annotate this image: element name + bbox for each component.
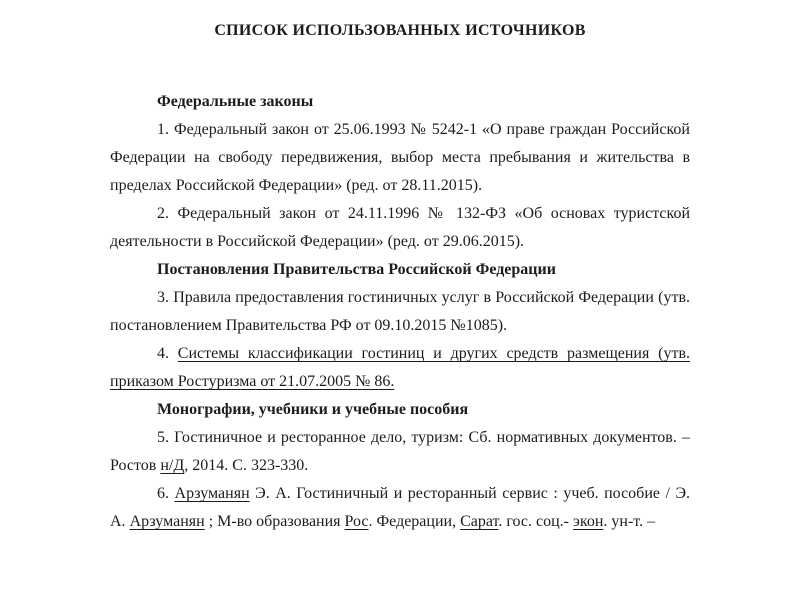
text-run: Монографии, учебники и учебные пособия xyxy=(157,401,469,418)
text-run: . ун-т. – xyxy=(603,513,656,530)
text-run: Федеральные законы xyxy=(157,93,314,110)
text-run: 4. xyxy=(157,345,178,362)
text-run: 1. Федеральный закон от 25.06.1993 № 5242-1 «О праве граждан Российской Федерации на свободу передвижения, выбор места пребывания и жительства в пределах Российской Федерации» (ред. от 28.11.2015). xyxy=(110,121,690,194)
list-item xyxy=(110,340,690,396)
underlined-text-run: Арзуманян xyxy=(129,513,205,530)
document-content xyxy=(110,22,690,536)
section-heading xyxy=(110,88,690,116)
source-list xyxy=(110,88,690,536)
underlined-text-run: экон xyxy=(573,513,604,530)
text-run: , 2014. С. 323-330. xyxy=(184,457,309,474)
list-item xyxy=(110,284,690,340)
list-item xyxy=(110,480,690,536)
text-run: ; М-во образования xyxy=(204,513,345,530)
text-run: 5. Гостиничное и ресторанное дело, туризм: Сб. нормативных документов. – Ростов xyxy=(110,429,690,474)
section-heading xyxy=(110,396,690,424)
list-item xyxy=(110,116,690,200)
underlined-text-run: Арзуманян xyxy=(174,485,250,502)
text-run: 2. Федеральный закон от 24.11.1996 № 132-ФЗ «Об основах туристской деятельности в Российской Федерации» (ред. от 29.06.2015). xyxy=(110,205,690,250)
document-title: СПИСОК ИСПОЛЬЗОВАННЫХ ИСТОЧНИКОВ xyxy=(214,22,586,39)
text-run: . Федерации, xyxy=(368,513,461,530)
text-run: Э. А. Гостиничный и ресторанный сервис : учеб. пособие / Э. А. xyxy=(110,485,690,530)
underlined-text-run: н/Д xyxy=(160,457,185,474)
underlined-text-run: Рос xyxy=(344,513,369,530)
text-run: 6. xyxy=(157,485,175,502)
text-run: 3. Правила предоставления гостиничных услуг в Российской Федерации (утв. постановлением Правительства РФ от 09.10.2015 №1085). xyxy=(110,289,690,334)
section-heading xyxy=(110,256,690,284)
list-item xyxy=(110,200,690,256)
text-run: . гос. соц.- xyxy=(498,513,573,530)
list-item xyxy=(110,424,690,480)
underlined-text-run: Системы классификации гостиниц и других средств размещения (утв. приказом Ростуризма от 21.07.2005 № 86. xyxy=(110,345,691,390)
underlined-text-run: Сарат xyxy=(460,513,499,530)
text-run: Постановления Правительства Российской Федерации xyxy=(157,261,556,278)
